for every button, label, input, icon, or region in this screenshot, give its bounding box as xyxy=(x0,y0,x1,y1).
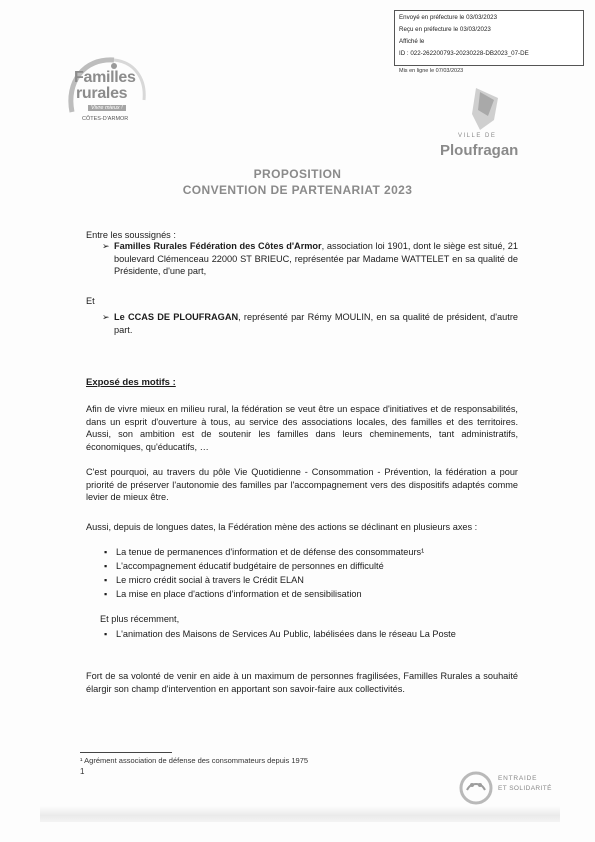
expose-paragraph-1: Afin de vivre mieux en milieu rural, la fédération se veut être un espace d'initiatives et de responsabilités, dans un esprit d'ouverture à tous, au service des associations locales, des familles et des territoires. Aussi, son ambition est de soutenir les familles dans leurs cheminements, tant administratifs, économiques, qu'éducatifs, … xyxy=(86,404,518,452)
entraide-line2: ET SOLIDARITÉ xyxy=(498,785,552,792)
axis-item: L'accompagnement éducatif budgétaire de personnes en difficulté xyxy=(116,561,384,571)
logo-word-familles: Familles xyxy=(74,69,136,86)
axis-item: La tenue de permanences d'information et de défense des consommateurs¹ xyxy=(116,547,425,557)
ploufragan-logo xyxy=(436,80,536,162)
axis-item: Le micro crédit social à travers le Crédit ELAN xyxy=(116,575,304,585)
expose-paragraph-4: Fort de sa volonté de venir en aide à un maximum de personnes fragilisées, Familles Rurales a souhaité élargir son champ d'intervention en apportant son savoir-faire aux collectivités. xyxy=(86,671,518,694)
square-bullet-icon: ▪ xyxy=(104,629,108,639)
logo-ville-name: Ploufragan xyxy=(440,142,519,159)
party-1-name: Familles Rurales Fédération des Côtes d'Armor xyxy=(114,241,322,251)
stamp-received-date: Reçu en préfecture le 03/03/2023 xyxy=(399,26,491,33)
logo-tagline: Vivre mieux ! xyxy=(88,105,126,111)
square-bullet-icon: ▪ xyxy=(104,575,108,585)
scan-bottom-edge xyxy=(40,806,560,822)
party-1 xyxy=(114,240,518,278)
square-bullet-icon: ▪ xyxy=(104,561,108,571)
stamp-displayed: Affiché le xyxy=(399,38,425,45)
arrow-bullet-icon: ➢ xyxy=(102,312,110,322)
logo-ville-prefix: VILLE DE xyxy=(458,133,497,139)
recent-intro: Et plus récemment, xyxy=(100,614,180,624)
recent-item: L'animation des Maisons de Services Au Public, labélisées dans le réseau La Poste xyxy=(116,629,456,639)
document-title-line1: PROPOSITION xyxy=(253,167,342,181)
arrow-bullet-icon: ➢ xyxy=(102,241,110,251)
entraide-line1: ENTRAIDE xyxy=(498,775,538,782)
familles-rurales-logo xyxy=(64,52,152,130)
expose-paragraph-2: C'est pourquoi, au travers du pôle Vie Quotidienne - Consommation - Prévention, la fédération a pour priorité de préserver l'autonomie des familles par l'accompagnement vers des dispositifs adaptés comme levier de mieux être. xyxy=(86,467,518,502)
prefecture-stamp xyxy=(394,10,584,66)
party-2-name: Le CCAS DE PLOUFRAGAN xyxy=(114,312,239,322)
page-number: 1 xyxy=(80,767,85,776)
square-bullet-icon: ▪ xyxy=(104,589,108,599)
entraide-emblem-icon xyxy=(458,770,494,806)
stamp-id: ID : 022-262200793-20230228-DB2023_07-DE xyxy=(399,50,529,57)
posted-online-date: Mis en ligne le 07/03/2023 xyxy=(399,68,464,74)
document-title-line2: CONVENTION DE PARTENARIAT 2023 xyxy=(182,183,413,197)
axis-item: La mise en place d'actions d'information et de sensibilisation xyxy=(116,589,362,599)
expose-paragraph-3: Aussi, depuis de longues dates, la Fédération mène des actions se déclinant en plusieurs axes : xyxy=(86,522,478,532)
party-2 xyxy=(114,311,518,336)
footnote: ¹ Agrément association de défense des consommateurs depuis 1975 xyxy=(80,756,309,765)
logo-word-rurales: rurales xyxy=(76,85,128,102)
logo-region: CÔTES-D'ARMOR xyxy=(82,116,129,122)
party-1-details: , association loi 1901, dont le siège est situé, 21 boulevard Clémenceau 22000 ST BRIEUC, représentée par Madame WATTELET en sa qualité de Présidente, d'une part, xyxy=(114,241,518,276)
ploufragan-emblem-icon xyxy=(436,80,536,132)
footnote-divider xyxy=(80,752,172,753)
parties-and: Et xyxy=(86,296,95,306)
expose-heading: Exposé des motifs : xyxy=(86,377,176,388)
stamp-sent-date: Envoyé en préfecture le 03/03/2023 xyxy=(399,14,498,21)
square-bullet-icon: ▪ xyxy=(104,547,108,557)
party-2-details: , représenté par Rémy MOULIN, en sa qualité de président, d'autre part. xyxy=(114,312,518,335)
parties-intro: Entre les soussignés : xyxy=(86,230,176,240)
entraide-solidarite-logo xyxy=(458,770,568,806)
